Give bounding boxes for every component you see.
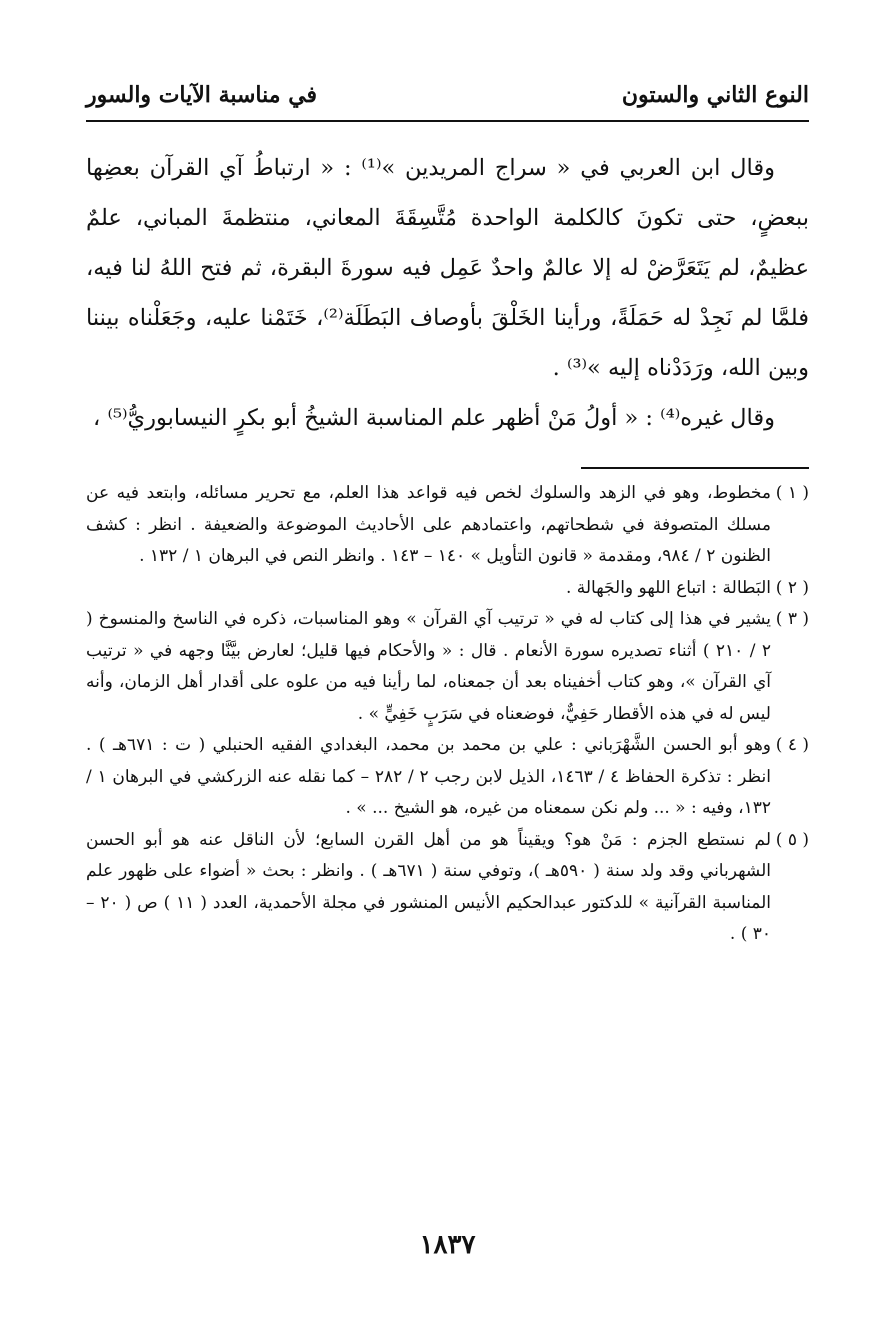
footnote-number: ( ٣ )	[775, 609, 809, 629]
footnote-text: البَطالة : اتباع اللهو والجَهالة .	[565, 577, 771, 598]
running-header	[86, 78, 809, 122]
footnote-separator	[581, 467, 809, 469]
main-text	[86, 143, 809, 443]
footnote	[86, 573, 809, 605]
footnote-text: يشير في هذا إلى كتاب له في « ترتيب آي القرآن » وهو المناسبات، ذكره في الناسخ والمنسوخ ( ٢ / ٢١٠ ) أثناء تصديره سورة الأنعام . قال : « والأحكام فيها قليل؛ لعارض بيَّنَّا وجهه في « ترتيب آي القرآن »، وهو كتاب أخفيناه بعد أن جمعناه، لما رأينا فيه من علوه على أقدار أهل الزمان، وأنه ليس له في هذه الأقطار حَفِيٌّ، فوضعناه في سَرَبٍ خَفِيٍّ » .	[86, 609, 771, 724]
paragraph: وقال غيره⁽⁴⁾ : « أولُ مَنْ أظهر علم المناسبة الشيخُ أبو بكرٍ النيسابوريُّ⁽⁵⁾ ،	[93, 405, 775, 431]
footnote-number: ( ٤ )	[775, 735, 809, 755]
chapter-title: النوع الثاني والستون	[621, 82, 809, 108]
footnote-text: وهو أبو الحسن الشَّهْرَباني : علي بن محمد بن محمد، البغدادي الفقيه الحنبلي ( ت : ٦٧١هـ ) . انظر : تذكرة الحفاظ ٤ / ١٤٦٣، الذيل لابن رجب ٢ / ٢٨٢ – كما نقله عنه الزركشي في البرهان ١ / ١٣٢، وفيه : « ... ولم نكن سمعناه من غيره، هو الشيخ ... » .	[86, 735, 772, 818]
footnote-number: ( ٥ )	[775, 829, 809, 850]
footnote	[86, 730, 809, 825]
page-number: ١٨٣٧	[419, 1230, 476, 1260]
paragraph: وقال ابن العربي في « سراج المريدين »⁽¹⁾ : « ارتباطُ آي القرآن بعضِها ببعضٍ، حتى تكونَ كالكلمة الواحدة مُتَّسِقَةَ المعاني، منتظمةَ المباني، علمٌ عظيمٌ، لم يَتَعَرَّضْ له إلا عالمٌ واحدٌ عَمِل فيه سورةَ البقرة، ثم فتح اللهُ لنا فيه، فلمَّا لم نَجِدْ له حَمَلَةً، ورأينا الخَلْقَ بأوصاف البَطَلَة⁽²⁾، خَتَمْنا عليه، وجَعَلْناه بيننا وبين الله، ورَدَدْناه إليه »⁽³⁾ .	[86, 155, 809, 381]
footnote-number: ( ٢ )	[775, 577, 809, 598]
footnote	[86, 825, 809, 951]
footnote-number: ( ١ )	[775, 483, 809, 503]
footnote	[86, 604, 809, 730]
footnotes	[86, 478, 809, 951]
section-title: في مناسبة الآيات والسور	[86, 82, 318, 108]
footnote-text: لم نستطع الجزم : مَنْ هو؟ ويقيناً هو من أهل القرن السابع؛ لأن الناقل عنه هو أبو الحسن الشهرباني وقد ولد سنة ( ٥٩٠هـ )، وتوفي سنة ( ٦٧١هـ ) . وانظر : بحث « أضواء على ظهور علم المناسبة القرآنية » للدكتور عبدالحكيم الأنيس المنشور في مجلة الأحمدية، العدد ( ١١ ) ص ( ٢٠ – ٣٠ ) .	[86, 829, 771, 944]
footnote	[86, 478, 809, 573]
footnote-text: مخطوط، وهو في الزهد والسلوك لخص فيه قواعد هذا العلم، مع تحرير مسائله، وابتعد فيه عن مسلك المتصوفة في شطحاتهم، واعتمادهم على الأحاديث الموضوعة والضعيفة . انظر : كشف الظنون ٢ / ٩٨٤، ومقدمة « قانون التأويل » ١٤٠ – ١٤٣ . وانظر النص في البرهان ١ / ١٣٢ .	[86, 483, 771, 566]
